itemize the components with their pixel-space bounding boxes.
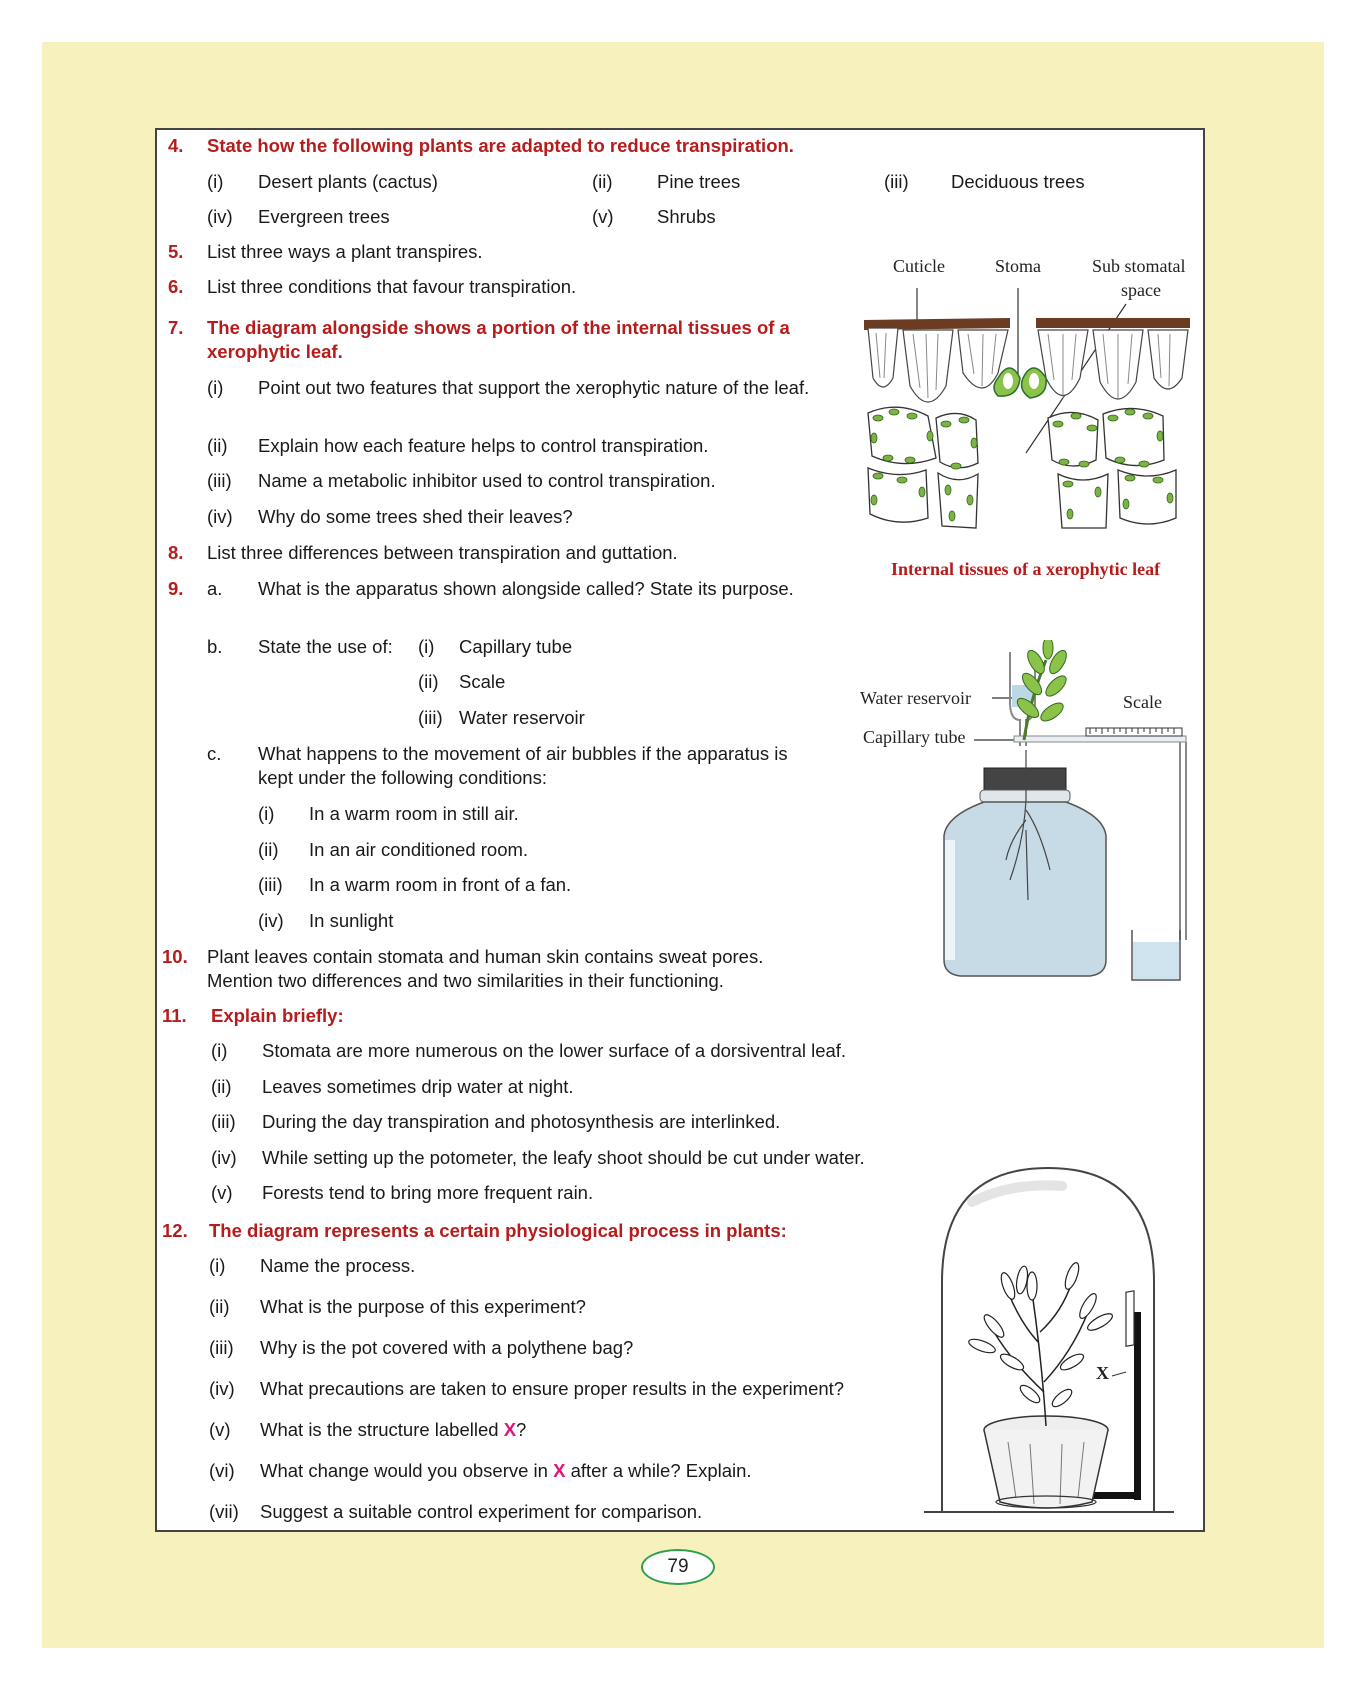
bell-jar-diagram [912,1162,1184,1524]
page-number: 79 [641,1549,715,1585]
q9-c-text: What happens to the movement of air bubbles if the apparatus is kept under the following conditions: [258,743,788,788]
q11-item-v-num: (v) [211,1182,233,1203]
q9-c-item-iii-text: In a warm room in front of a fan. [309,874,572,895]
q9-c-item-i-text: In a warm room in still air. [309,803,519,824]
q11-item-iv-text: While setting up the potometer, the leafy shoot should be cut under water. [262,1147,865,1168]
q4-item-iii-text: Deciduous trees [951,171,1085,192]
q7-item-i-num: (i) [207,377,224,398]
q8-text: List three differences between transpiration and guttation. [207,542,678,563]
q4-item-v-num: (v) [592,206,614,227]
q10-number: 10. [162,946,188,967]
q5-text: List three ways a plant transpires. [207,241,483,262]
q12-item-vi-text-pre: What change would you observe in [260,1460,554,1481]
leaf-label-space: space [1121,280,1161,300]
leaf-label-stoma: Stoma [995,256,1042,276]
q12-item-iii-num: (iii) [209,1337,234,1358]
leaf-caption: Internal tissues of a xerophytic leaf [891,559,1161,579]
q11-item-i-num: (i) [211,1040,228,1061]
xerophytic-leaf-diagram [858,278,1198,558]
q12-item-vi-mark: X [553,1460,566,1481]
q7-item-iv-text: Why do some trees shed their leaves? [258,506,573,527]
q4-number: 4. [168,135,184,156]
q8-number: 8. [168,542,184,563]
q9-a-label: a. [207,578,223,599]
q9-b-item-i-num: (i) [418,636,435,657]
q9-b-label: b. [207,636,223,657]
q11-item-i-text: Stomata are more numerous on the lower surface of a dorsiventral leaf. [262,1040,847,1061]
q4-item-iv-num: (iv) [207,206,233,227]
q11-text: Explain briefly: [211,1005,344,1026]
q9-b-item-iii-text: Water reservoir [459,707,585,728]
q4-item-i-text: Desert plants (cactus) [258,171,438,192]
q12-item-v-text-post: ? [516,1419,527,1440]
q4-item-ii-text: Pine trees [657,171,741,192]
q7-number: 7. [168,317,184,338]
q12-item-i-text: Name the process. [260,1255,416,1276]
q9-b-item-iii-num: (iii) [418,707,443,728]
q11-item-v-text: Forests tend to bring more frequent rain. [262,1182,594,1203]
q7-item-iii-text: Name a metabolic inhibitor used to control transpiration. [258,470,716,491]
potometer-label-scale: Scale [1123,692,1162,712]
q11-item-iii-num: (iii) [211,1111,236,1132]
q12-item-v-num: (v) [209,1419,231,1440]
q12-item-v-text [260,1418,526,1442]
q7-item-i-text: Point out two features that support the xerophytic nature of the leaf. [258,377,810,398]
q9-c-item-iv-text: In sunlight [309,910,394,931]
q11-item-iv-num: (iv) [211,1147,237,1168]
q11-item-ii-text: Leaves sometimes drip water at night. [262,1076,574,1097]
q12-item-v-text-pre: What is the structure labelled [260,1419,504,1440]
bell-jar-label-x: X [1096,1363,1109,1383]
q6-number: 6. [168,276,184,297]
q7-text: The diagram alongside shows a portion of the internal tissues of a xerophytic leaf. [207,317,790,362]
leaf-label-cuticle: Cuticle [893,256,945,276]
q9-b-text: State the use of: [258,636,393,657]
q11-item-iii-text: During the day transpiration and photosynthesis are interlinked. [262,1111,781,1132]
q9-c-item-iv-num: (iv) [258,910,284,931]
q12-item-iv-num: (iv) [209,1378,235,1399]
potometer-diagram [940,640,1190,990]
q12-item-iii-text: Why is the pot covered with a polythene bag? [260,1337,634,1358]
q12-item-i-num: (i) [209,1255,226,1276]
q9-b-item-ii-text: Scale [459,671,506,692]
q12-item-vi-text-post: after a while? Explain. [565,1460,752,1481]
q12-number: 12. [162,1220,188,1241]
q9-c-item-ii-num: (ii) [258,839,279,860]
q7-item-iv-num: (iv) [207,506,233,527]
q12-item-vi-text [260,1459,752,1483]
q9-b-item-ii-num: (ii) [418,671,439,692]
q12-item-ii-text: What is the purpose of this experiment? [260,1296,586,1317]
q12-item-v-mark: X [503,1419,517,1440]
q11-number: 11. [162,1005,187,1026]
q9-number: 9. [168,578,184,599]
q10-text: Plant leaves contain stomata and human skin contains sweat pores. Mention two differences and two similarities in their functioning. [207,946,764,991]
q12-item-vii-num: (vii) [209,1501,239,1522]
q12-item-iv-text: What precautions are taken to ensure proper results in the experiment? [260,1378,845,1399]
q7-item-iii-num: (iii) [207,470,232,491]
q4-text: State how the following plants are adapted to reduce transpiration. [207,135,794,156]
q4-item-iii-num: (iii) [884,171,909,192]
potometer-label-capillary-tube: Capillary tube [863,727,966,747]
q5-number: 5. [168,241,184,262]
q12-item-vii-text: Suggest a suitable control experiment for comparison. [260,1501,703,1522]
q9-c-item-i-num: (i) [258,803,275,824]
q4-item-iv-text: Evergreen trees [258,206,390,227]
q12-item-vi-num: (vi) [209,1460,235,1481]
q6-text: List three conditions that favour transpiration. [207,276,577,297]
q7-item-ii-text: Explain how each feature helps to control transpiration. [258,435,709,456]
q4-item-ii-num: (ii) [592,171,613,192]
q4-item-v-text: Shrubs [657,206,716,227]
q7-item-ii-num: (ii) [207,435,228,456]
q9-c-item-ii-text: In an air conditioned room. [309,839,529,860]
potometer-label-water-reservoir: Water reservoir [860,688,971,708]
q9-a-text: What is the apparatus shown alongside called? State its purpose. [258,578,794,599]
q12-item-ii-num: (ii) [209,1296,230,1317]
q4-item-i-num: (i) [207,171,224,192]
q9-c-label: c. [207,743,222,764]
q12-text: The diagram represents a certain physiological process in plants: [209,1220,787,1241]
q11-item-ii-num: (ii) [211,1076,232,1097]
q9-c-item-iii-num: (iii) [258,874,283,895]
q9-b-item-i-text: Capillary tube [459,636,573,657]
leaf-label-sub-stomatal: Sub stomatal [1092,256,1186,276]
